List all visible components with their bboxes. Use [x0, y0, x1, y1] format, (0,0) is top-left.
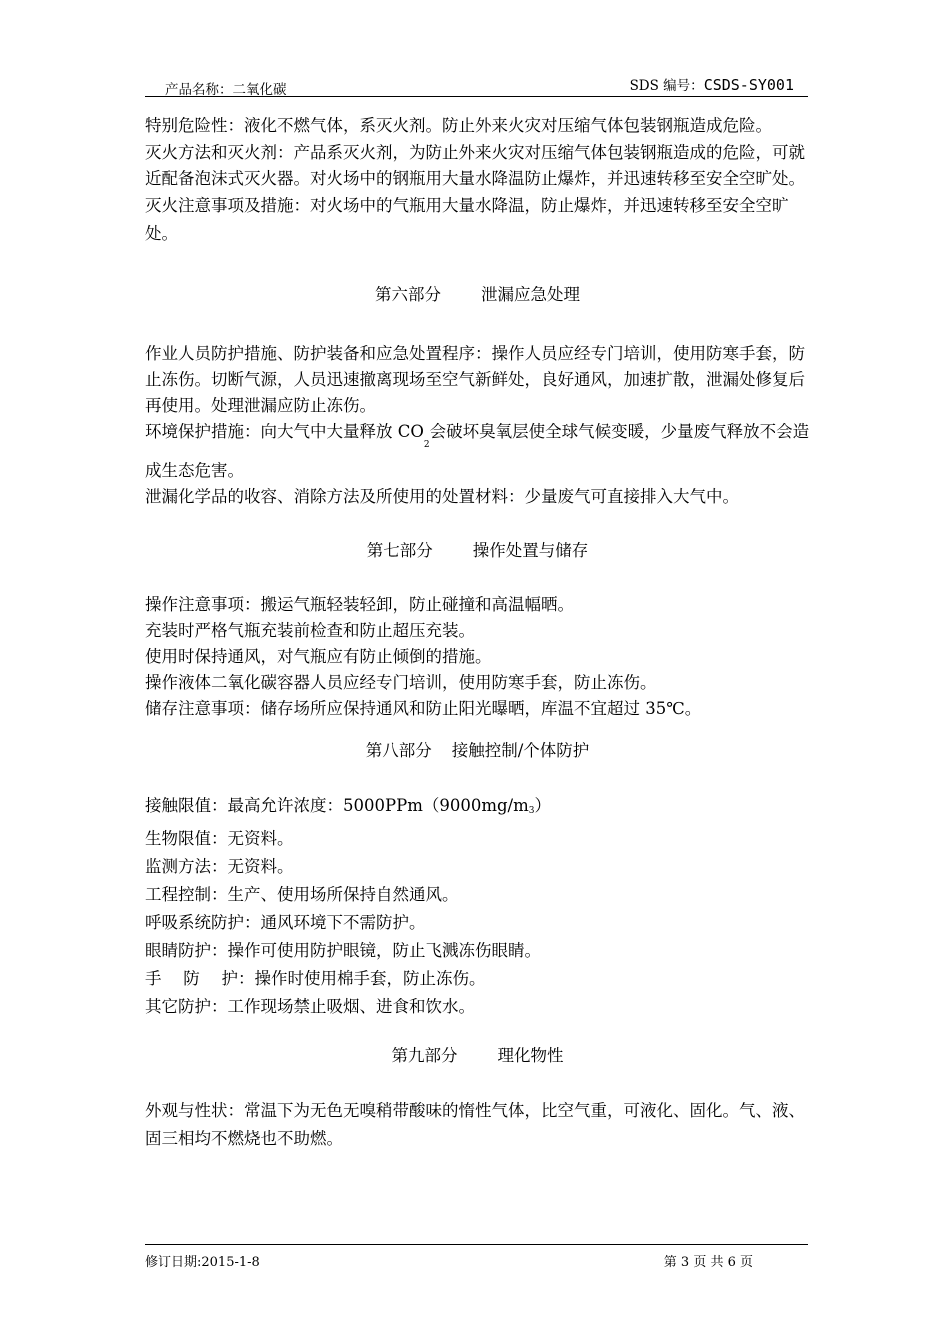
handling-line: 使用时保持通风，对气瓶应有防止倾倒的措施。: [145, 647, 492, 666]
section-6-number: 第六部分: [375, 285, 441, 304]
section-9-number: 第九部分: [391, 1046, 458, 1065]
exposure-line: 工程控制：生产、使用场所保持自然通风。: [145, 885, 459, 904]
section-8-name: 接触控制/个体防护: [451, 741, 590, 760]
firefighting-precautions-text: 灭火注意事项及措施：对火场中的气瓶用大量水降温，防止爆炸，并迅速转移至安全空旷处。: [145, 196, 789, 243]
exposure-line: 呼吸系统防护：通风环境下不需防护。: [145, 913, 426, 932]
handling-line: 充装时严格气瓶充装前检查和防止超压充装。: [145, 621, 475, 640]
spill-disposal-text: 泄漏化学品的收容、消除方法及所使用的处置材料：少量废气可直接排入大气中。: [145, 487, 739, 506]
handling-line: 操作注意事项：搬运气瓶轻装轻卸，防止碰撞和高温幅晒。: [145, 595, 574, 614]
section-7-title: [145, 538, 810, 564]
sds-code: CSDS-SY001: [703, 76, 794, 94]
section-7-number: 第七部分: [366, 541, 433, 560]
section-6-name: 泄漏应急处理: [481, 285, 580, 304]
revision-date: 修订日期:2015-1-8: [145, 1255, 260, 1270]
environmental-protection-text: 环境保护措施：向大气中大量释放 $CO_2$会破坏臭氧层使全球气候变暖，少量废气释放不会造成生态危害。: [145, 422, 810, 480]
exposure-line: 手 防 护：操作时使用棉手套，防止冻伤。: [145, 969, 486, 988]
page-footer: [145, 1244, 808, 1270]
co2-subscript: 2: [423, 440, 430, 450]
exposure-line: 眼睛防护：操作可使用防护眼镜，防止飞溅冻伤眼睛。: [145, 941, 541, 960]
exposure-limit-line: 接触限值：最高允许浓度：$5000PPm(9000mg/m_3)$: [145, 796, 551, 816]
sds-label: SDS 编号：: [629, 78, 704, 94]
m3-subscript: 3: [528, 806, 535, 816]
exposure-line: 其它防护：工作现场禁止吸烟、进食和饮水。: [145, 997, 475, 1016]
product-name: 产品名称：二氧化碳: [165, 82, 287, 98]
handling-line: 操作液体二氧化碳容器人员应经专门培训，使用防寒手套，防止冻伤。: [145, 673, 657, 692]
special-hazard-text: 特别危险性：液化不燃气体，系灭火剂。防止外来火灾对压缩气体包装钢瓶造成危险。: [145, 116, 772, 135]
section-7-name: 操作处置与储存: [472, 541, 589, 560]
section-8-title: [145, 738, 810, 764]
document-body: [145, 112, 810, 1153]
appearance-text: 外观与性状：常温下为无色无嗅稍带酸味的惰性气体，比空气重，可液化、固化。气、液、固三相均不燃烧也不助燃。: [145, 1101, 805, 1148]
section-8-number: 第八部分: [365, 741, 432, 760]
section-9-title: [145, 1043, 810, 1069]
storage-line: 储存注意事项：储存场所应保持通风和防止阳光曝晒，库温不宜超过 35℃。: [145, 699, 702, 718]
page-header: [145, 66, 808, 97]
personnel-protection-text: 作业人员防护措施、防护装备和应急处置程序：操作人员应经专门培训，使用防寒手套，防止冻伤。切断气源，人员迅速撤离现场至空气新鲜处，良好通风，加速扩散，泄漏处修复后再使用。处理泄漏应防止冻伤。: [145, 344, 805, 415]
section-9-name: 理化物性: [497, 1046, 564, 1065]
section-6-title: [145, 282, 810, 308]
page-number: 第 3 页 共 6 页: [663, 1255, 753, 1270]
sds-number: [630, 74, 794, 94]
extinguishing-method-text: 灭火方法和灭火剂：产品系灭火剂，为防止外来火灾对压缩气体包装钢瓶造成的危险，可就近配备泡沫式灭火器。对火场中的钢瓶用大量水降温防止爆炸，并迅速转移至安全空旷处。: [145, 143, 805, 188]
exposure-line: 生物限值：无资料。: [145, 829, 294, 848]
exposure-line: 监测方法：无资料。: [145, 857, 294, 876]
